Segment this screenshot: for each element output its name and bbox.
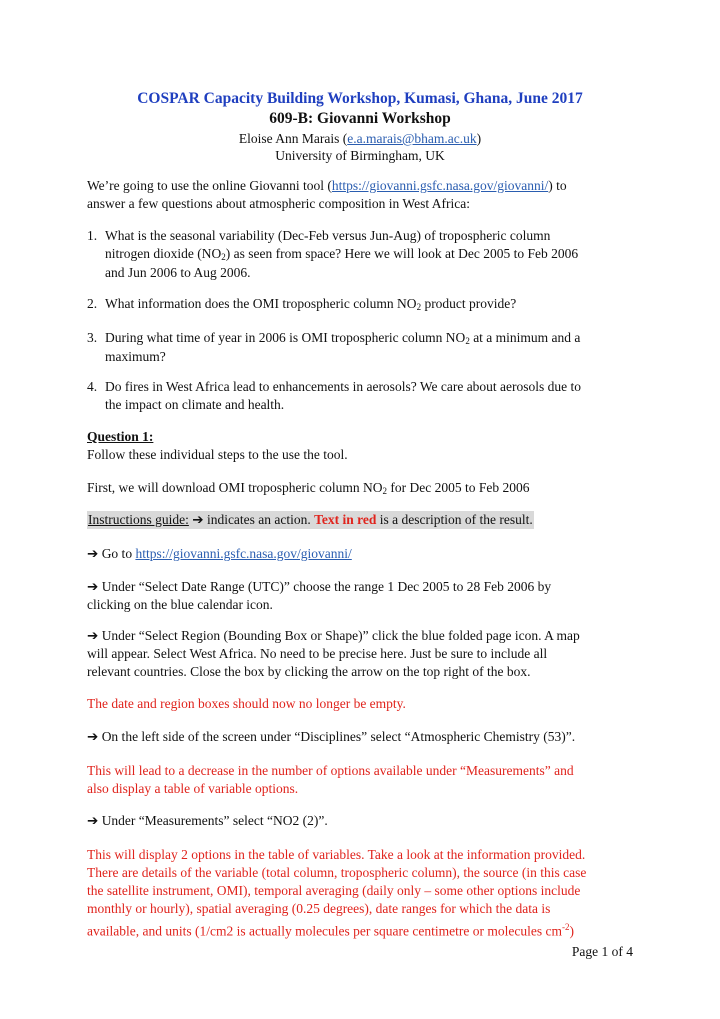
list-item-number: 1.: [87, 228, 98, 243]
step-disciplines: [87, 728, 635, 746]
region-result-text: The date and region boxes should now no longer be empty.: [87, 696, 406, 711]
document-subtitle: 609-B: Giovanni Workshop: [269, 110, 451, 127]
guide-action-text: indicates an action.: [203, 512, 315, 527]
subscript: 2: [465, 336, 470, 346]
author-email-link[interactable]: e.a.marais@bham.ac.uk: [347, 131, 477, 146]
intro-text-before: We’re going to use the online Giovanni tool (: [87, 178, 332, 193]
step-go-to: [87, 545, 635, 563]
disciplines-result-text: [87, 762, 635, 798]
list-item-number: 3.: [87, 330, 98, 345]
question-1-line-1: What is the seasonal variability (Dec-Feb versus Jun-Aug) of tropospheric column: [105, 228, 551, 243]
question-1-follow-text: Follow these individual steps to the use the tool.: [87, 447, 348, 462]
intro-text-after: ) to: [548, 178, 567, 193]
list-item-text: [105, 227, 635, 282]
question-2-line-1a: What information does the OMI tropospheric column NO: [105, 296, 417, 311]
disciplines-result-line-2: also display a table of variable options.: [87, 781, 299, 796]
instructions-guide: [87, 511, 635, 529]
measurements-result-line-3: the satellite instrument, OMI), temporal averaging (daily only – some other options include: [87, 883, 581, 898]
author-name: Eloise Ann Marais: [238, 131, 340, 146]
step-region-line-3: relevant countries. Close the box by clicking the arrow on the top right of the box.: [87, 664, 531, 679]
measurements-result-line-5a: available, and units (1/cm2 is actually molecules per square centimetre or molecules cm: [87, 923, 562, 939]
instructions-guide-label: Instructions guide:: [88, 512, 189, 527]
step-region-line-2: will appear. Select West Africa. No need to be precise here. Just be sure to include all: [87, 646, 548, 661]
list-item-number: 4.: [87, 379, 98, 394]
measurements-result-text: [87, 846, 635, 941]
intro-paragraph: [87, 177, 635, 213]
step-date-line-1: Under “Select Date Range (UTC)” choose the range 1 Dec 2005 to 28 Feb 2006 by: [98, 579, 552, 594]
author-line: Eloise Ann Marais (e.a.marais@bham.ac.uk): [238, 131, 482, 146]
question-1-line-2a: nitrogen dioxide (NO: [105, 246, 222, 261]
subscript: 2: [382, 486, 387, 496]
giovanni-link[interactable]: https://giovanni.gsfc.nasa.gov/giovanni/: [331, 178, 549, 193]
giovanni-link[interactable]: https://giovanni.gsfc.nasa.gov/giovanni/: [135, 546, 352, 561]
step-disciplines-text: On the left side of the screen under “Disciplines” select “Atmospheric Chemistry (53)”.: [98, 729, 576, 744]
step-measurements-text: Under “Measurements” select “NO2 (2)”.: [98, 813, 328, 828]
red-text-label: Text in red: [314, 512, 377, 527]
intro-text-line2: answer a few questions about atmospheric composition in West Africa:: [87, 196, 470, 211]
step-date-range: [87, 578, 635, 614]
measurements-result-line-5b: ): [569, 923, 574, 939]
document-title: COSPAR Capacity Building Workshop, Kumasi, Ghana, June 2017: [137, 90, 583, 107]
question-1-section: [87, 428, 635, 464]
first-text-b: for Dec 2005 to Feb 2006: [386, 480, 530, 495]
step-region: [87, 627, 635, 681]
list-item-text: [105, 329, 635, 366]
list-item-text: [105, 378, 635, 414]
action-arrow-icon: ➔: [87, 628, 99, 643]
measurements-result-line-1: This will display 2 options in the table of variables. Take a look at the information provided.: [87, 847, 586, 862]
subscript: 2: [221, 252, 226, 262]
page-number: Page 1 of 4: [571, 944, 633, 959]
superscript: -2: [561, 922, 570, 932]
step-measurements: [87, 812, 635, 830]
action-arrow-icon: ➔: [87, 813, 99, 828]
disciplines-result-line-1: This will lead to a decrease in the number of options available under “Measurements” and: [87, 763, 574, 778]
question-1-heading: Question 1:: [87, 429, 154, 444]
measurements-result-line-2: There are details of the variable (total column, tropospheric column), the source (in this case: [87, 865, 587, 880]
step-region-line-1: Under “Select Region (Bounding Box or Shape)” click the blue folded page icon. A map: [98, 628, 580, 643]
instructions-guide-bar: [87, 511, 534, 529]
action-arrow-icon: ➔: [87, 579, 99, 594]
step-date-line-2: clicking on the blue calendar icon.: [87, 597, 273, 612]
action-arrow-icon: ➔: [87, 546, 99, 561]
subscript: 2: [416, 302, 422, 312]
question-4-line-1: Do fires in West Africa lead to enhancements in aerosols? We care about aerosols due to: [105, 379, 582, 394]
action-arrow-icon: ➔: [87, 729, 99, 744]
action-arrow-icon: ➔: [192, 512, 204, 527]
question-1-line-2b: ) as seen from space? Here we will look at Dec 2005 to Feb 2006: [225, 246, 579, 261]
step-go-to-text: Go to: [98, 546, 136, 561]
question-2-line-1b: product provide?: [421, 296, 517, 311]
first-text-a: First, we will download OMI tropospheric column NO: [87, 480, 383, 495]
measurements-result-line-4: monthly or hourly), spatial averaging (0.25 degrees), date ranges for which the data is: [87, 901, 551, 916]
question-4-line-2: the impact on climate and health.: [105, 397, 285, 412]
question-1-line-3: and Jun 2006 to Aug 2006.: [105, 265, 251, 280]
first-download-paragraph: [87, 479, 635, 498]
guide-rest-text: is a description of the result.: [376, 512, 533, 527]
question-3-line-2: maximum?: [105, 349, 166, 364]
list-item-text: [105, 295, 635, 314]
question-3-line-1b: at a minimum and a: [469, 330, 581, 345]
list-item-number: 2.: [87, 296, 98, 311]
question-3-line-1a: During what time of year in 2006 is OMI tropospheric column NO: [105, 330, 466, 345]
author-affiliation: University of Birmingham, UK: [275, 148, 445, 163]
